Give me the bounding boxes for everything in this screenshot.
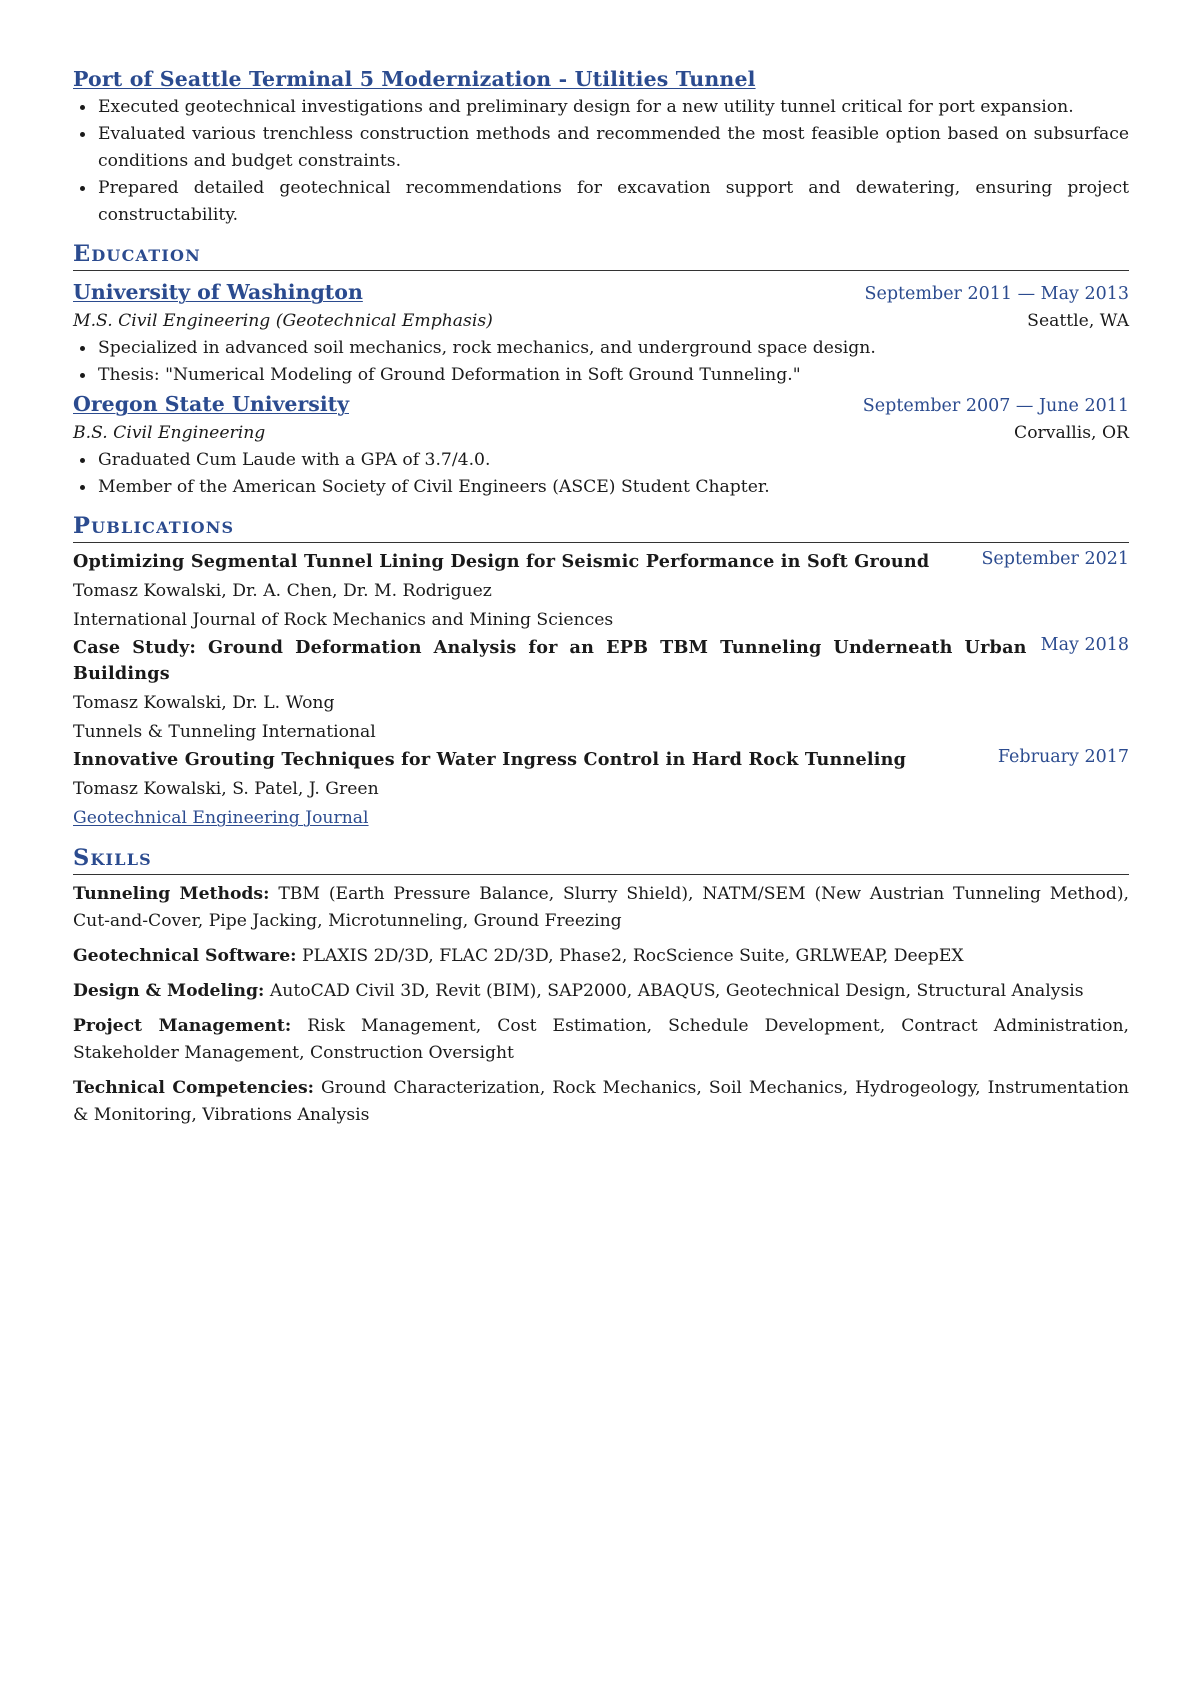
list-item: Specialized in advanced soil mechanics, rock mechanics, and underground space design.	[73, 335, 1129, 362]
skill-row	[73, 943, 1129, 970]
publication-entry	[73, 747, 1129, 831]
section-heading-publications	[73, 511, 1129, 543]
skill-label: Design & Modeling:	[73, 981, 265, 1001]
section-heading-text: Publications	[73, 513, 235, 539]
section-heading-text: Skills	[73, 845, 152, 871]
skill-row	[73, 1075, 1129, 1129]
publication-authors: Tomasz Kowalski, S. Patel, J. Green	[73, 779, 379, 799]
location: Corvallis, OR	[1014, 423, 1129, 443]
education-entry	[73, 389, 1129, 501]
school-name-link[interactable]: University of Washington	[73, 280, 363, 304]
degree: M.S. Civil Engineering (Geotechnical Emphasis)	[73, 311, 493, 331]
publication-venue: International Journal of Rock Mechanics and Mining Sciences	[73, 610, 614, 630]
resume-page	[73, 64, 1129, 1129]
publication-entry	[73, 635, 1129, 745]
skill-text: Risk Management, Cost Estimation, Schedule Development, Contract Administration, Stakeholder Management, Construction Oversight	[73, 1016, 1129, 1063]
education-bullets	[73, 447, 1129, 501]
education-dates: September 2007 — June 2011	[862, 396, 1129, 416]
skill-label: Project Management:	[73, 1016, 292, 1036]
degree: B.S. Civil Engineering	[73, 423, 266, 443]
publication-date: February 2017	[997, 747, 1129, 767]
location: Seattle, WA	[1027, 311, 1129, 331]
skill-row	[73, 1013, 1129, 1067]
publication-venue-link[interactable]: Geotechnical Engineering Journal	[73, 808, 369, 828]
education-bullets	[73, 335, 1129, 389]
skill-text: Ground Characterization, Rock Mechanics, Soil Mechanics, Hydrogeology, Instrumentation & Monitoring, Vibrations Analysis	[73, 1078, 1129, 1125]
section-heading-education	[73, 239, 1129, 271]
skill-row	[73, 978, 1129, 1005]
list-item: Thesis: "Numerical Modeling of Ground Deformation in Soft Ground Tunneling."	[73, 362, 1129, 389]
skill-text: TBM (Earth Pressure Balance, Slurry Shield), NATM/SEM (New Austrian Tunneling Method), Cut-and-Cover, Pipe Jacking, Microtunneling, Ground Freezing	[73, 884, 1130, 931]
skill-text: PLAXIS 2D/3D, FLAC 2D/3D, Phase2, RocScience Suite, GRLWEAP, DeepEX	[302, 946, 964, 966]
skill-label: Technical Competencies:	[73, 1078, 314, 1098]
skill-label: Tunneling Methods:	[73, 884, 270, 904]
list-item: Graduated Cum Laude with a GPA of 3.7/4.0.	[73, 447, 1129, 474]
list-item: Prepared detailed geotechnical recommendations for excavation support and dewatering, ensuring project constructability.	[73, 175, 1129, 229]
list-item: Executed geotechnical investigations and preliminary design for a new utility tunnel critical for port expansion.	[73, 94, 1129, 121]
publication-date: May 2018	[1040, 635, 1129, 655]
publication-title: Case Study: Ground Deformation Analysis for an EPB TBM Tunneling Underneath Urban Buildings	[73, 637, 1027, 684]
education-entry	[73, 277, 1129, 389]
publication-entry	[73, 549, 1129, 633]
school-name-link[interactable]: Oregon State University	[73, 392, 349, 416]
section-heading-skills	[73, 843, 1129, 875]
project-title-link[interactable]: Port of Seattle Terminal 5 Modernization - Utilities Tunnel	[73, 67, 756, 91]
publication-authors: Tomasz Kowalski, Dr. A. Chen, Dr. M. Rodriguez	[73, 581, 492, 601]
project-bullets	[73, 94, 1129, 229]
publication-authors: Tomasz Kowalski, Dr. L. Wong	[73, 693, 335, 713]
skill-label: Geotechnical Software:	[73, 946, 297, 966]
project-entry	[73, 64, 1129, 229]
section-heading-text: Education	[73, 241, 202, 267]
education-dates: September 2011 — May 2013	[864, 284, 1129, 304]
publication-date: September 2021	[981, 549, 1129, 569]
publication-title: Optimizing Segmental Tunnel Lining Design for Seismic Performance in Soft Ground	[73, 551, 930, 572]
list-item: Evaluated various trenchless construction methods and recommended the most feasible option based on subsurface conditions and budget constraints.	[73, 121, 1129, 175]
list-item: Member of the American Society of Civil Engineers (ASCE) Student Chapter.	[73, 474, 1129, 501]
skill-row	[73, 881, 1129, 935]
publication-title: Innovative Grouting Techniques for Water Ingress Control in Hard Rock Tunneling	[73, 749, 907, 770]
publication-venue: Tunnels & Tunneling International	[73, 722, 376, 742]
skill-text: AutoCAD Civil 3D, Revit (BIM), SAP2000, ABAQUS, Geotechnical Design, Structural Analysis	[269, 981, 1084, 1001]
